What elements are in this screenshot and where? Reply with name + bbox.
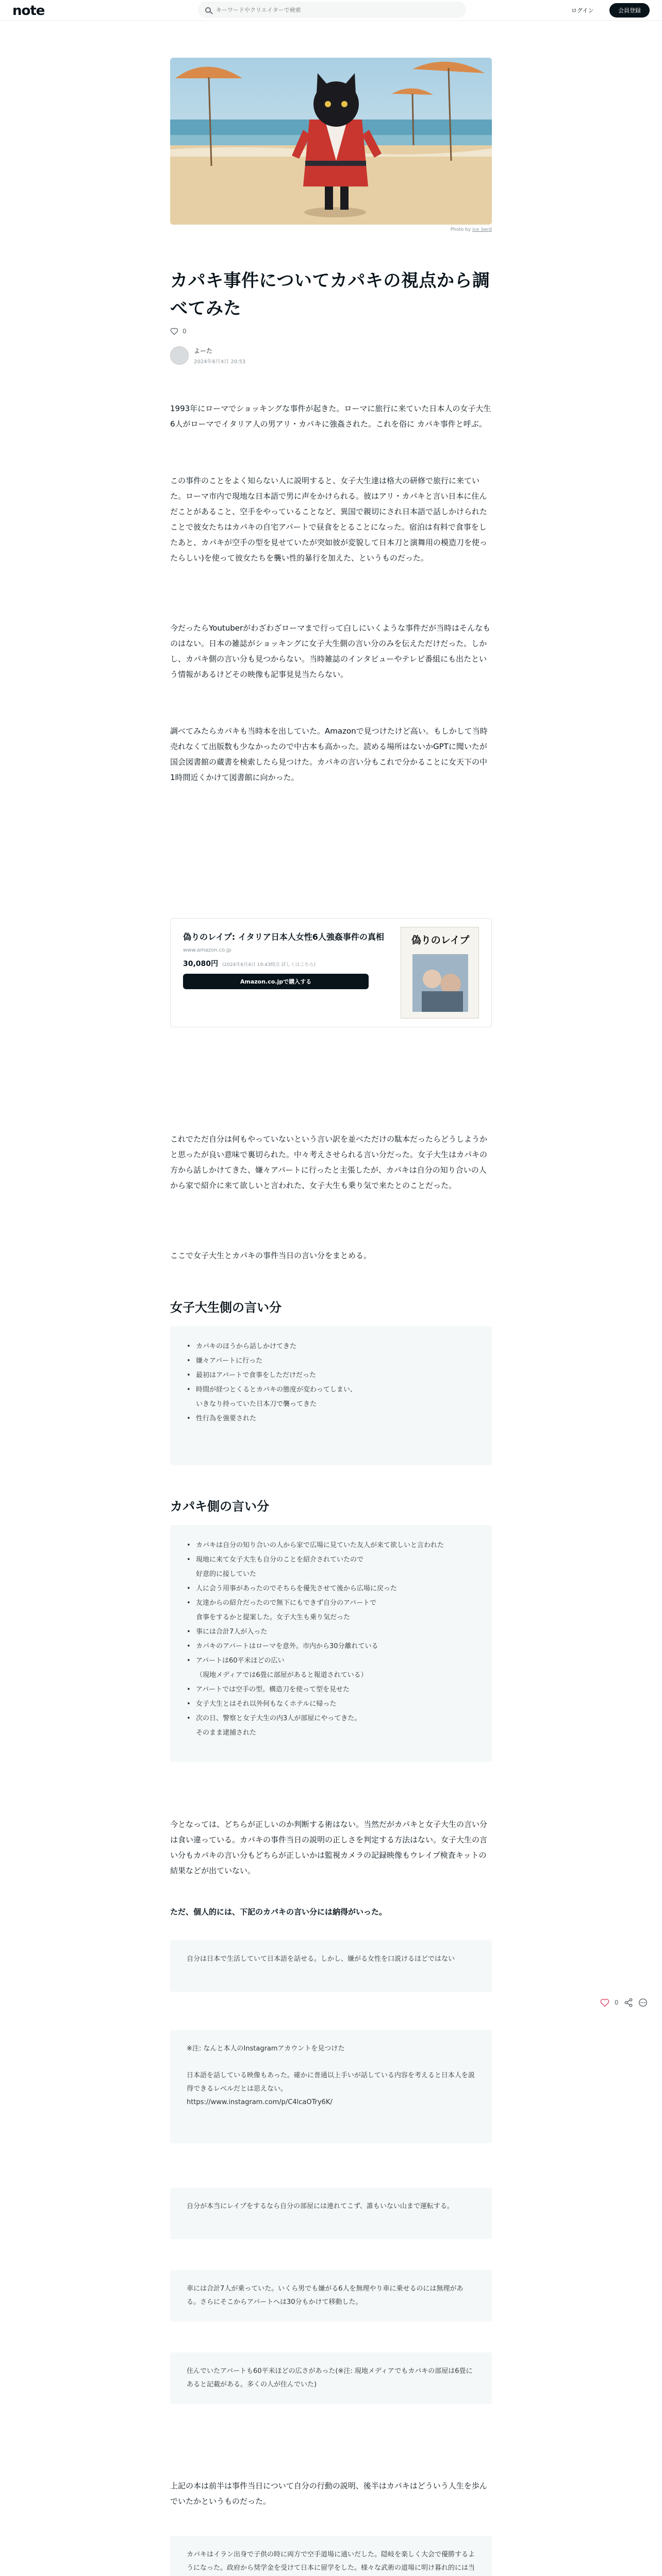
- list-item: • アパートは60平米ほどの広い: [187, 1654, 475, 1668]
- list-item: • カパキのほうから話しかけてきた: [187, 1340, 475, 1354]
- list-item: • 嫌々アパートに行った: [187, 1354, 475, 1368]
- amazon-product-card[interactable]: [170, 918, 492, 1027]
- quote-block: カパキはイラン出身で子供の時に両方で空手道場に通いだした。隠岐を楽しく大会で優勝するようになった。政府から奨学金を受けて日本に留学をした。様々な武術の道場に明け暮れ的には当: [170, 2536, 492, 2576]
- list-item: • 性行為を強要された: [187, 1412, 475, 1426]
- product-title[interactable]: 偽りのレイプ: イタリア日本人女性6人強姦事件の真相: [183, 932, 384, 942]
- quote-block: 自分が本当にレイプをするなら自分の部屋には連れてこず、誰もいない山まで運転する。: [170, 2188, 492, 2239]
- product-price: 30,080円 (2024年6月4日 19:43時点 詳しくはこちら): [183, 960, 316, 968]
- list-item: • 人に会う用事があったのでそちらを優先させて後から広場に戻った: [187, 1582, 475, 1596]
- body-paragraph: 調べてみたらカパキも当時本を出していた。Amazonで見つけたけど高い。もしかして当時売れなくて出版数も少なかったので中古本も高かった。読める場所はないかGPTに聞いたが国会図書館の蔵書を検索したら見つけた。カパキの言い分もこれで分かることに女天下の中1時間近くかけて図書館に向かった。: [170, 726, 488, 782]
- body-paragraph: 今だったらYoutuberがわざわざローマまで行って白しにいくような事件だが当時はそんなものはない。日本の雑誌がショッキングに女子大生側の言い分のみを伝えただけだった。しかし、カパキ側の言い分も見つからない。当時雑誌のインタビューやテレビ番組にも出たという情報があるけどその映像も記事見見当たらない。: [170, 623, 491, 679]
- like-count: 0: [183, 328, 187, 335]
- floating-like-count: 0: [615, 1999, 619, 2006]
- instagram-link[interactable]: https://www.instagram.com/p/C4lcaOTry6K/: [187, 2098, 333, 2106]
- quote-block: ※注: なんと本人のInstagramアカウントを見つけた 日本語を話している映像もあった。確かに普通以上手いが話している内容を考えると日本人を説得できるレベルだとは思えない。 https://www.instagram.com/p/C4lcaOTry6K/: [170, 2030, 492, 2143]
- body-paragraph: この事件のことをよく知らない人に説明すると、女子大生達は格大の研修で旅行に来ていた。ローマ市内で現地な日本語で男に声をかけられる。彼はアリ・カパキと言い日本に住んだことがあること、空手をやっていることなど、異国で親切にされ日本語で話しかけられたことで彼女たちはカパキの自宅アパートで昼食をとることになった。宿泊は有料で食事をしたあと、カパキが空手の型を見せていたが突如彼が変貌して日本刀と演舞用の模造刀を使ったらしい)を使って彼女たちを襲い性的暴行を加えた、というものだった。: [170, 476, 488, 563]
- share-icon[interactable]: [624, 1998, 633, 2007]
- like-area-top: [170, 328, 492, 335]
- product-url: www.amazon.co.jp: [183, 947, 231, 953]
- author-name[interactable]: よーた: [194, 347, 213, 354]
- book-cover[interactable]: [401, 927, 479, 1019]
- body-paragraph: 1993年にローマでショッキングな事件が起きた。ローマに旅行に来ていた日本人の女子大生6人がローマでイタリア人の男アリ・カパキに強姦された。これを俗に カパキ事件と呼ぶ。: [170, 404, 491, 429]
- top-navigation-bar: [0, 0, 662, 21]
- list-item: • 女子大生とはそれ以外何もなくホテルに帰った: [187, 1697, 475, 1711]
- section-heading: カパキ側の言い分: [170, 1499, 269, 1514]
- list-item: • カパキは自分の知り合いの人から家で広場に見ていた友人が来て欲しいと言われた: [187, 1538, 475, 1553]
- more-icon[interactable]: [638, 1998, 648, 2007]
- search-input[interactable]: [216, 7, 443, 13]
- floating-action-bar: [600, 1998, 648, 2007]
- list-item: • カパキのアパートはローマを意外。市内から30分離れている: [187, 1639, 475, 1654]
- note-logo[interactable]: note: [12, 3, 45, 19]
- book-cover-title: 偽りのレイプ: [411, 935, 470, 946]
- list-item-continuation: 食事をするかと提案した。女子大生も乗り気だった: [196, 1614, 351, 1621]
- kapaki-claims-list: [170, 1525, 492, 1762]
- body-paragraph: 上記の本は前半は事件当日について自分の行動の説明、後半はカパキはどういう人生を歩んでいたかというものだった。: [170, 2481, 487, 2506]
- image-credit: Photo by ice_berd: [450, 227, 492, 232]
- image-credit-link[interactable]: ice_berd: [472, 227, 492, 232]
- author-block: [170, 346, 492, 365]
- quote-block: 車には合計7人が乗っていた。いくら男でも嫌がる6人を無理やり車に乗せるのには無理がある。さらにそこからアパートへは30分もかけて移動した。: [170, 2270, 492, 2321]
- list-item: • 次の日、警察と女子大生の内3人が部屋にやってきた。: [187, 1711, 475, 1726]
- beach-cat-illustration: [170, 58, 492, 225]
- body-paragraph: ここで女子大生とカパキの事件当日の言い分をまとめる。: [170, 1251, 372, 1260]
- list-item-continuation: いきなり持っていた日本刀で襲ってきた: [196, 1400, 317, 1408]
- search-box[interactable]: [198, 2, 466, 18]
- list-item-continuation: そのまま逮捕された: [196, 1729, 257, 1737]
- search-icon: [205, 7, 211, 13]
- body-paragraph: 今となっては、どちらが正しいのか判断する術はない。当然だがカパキと女子大生の言い分は食い違っている。カパキの事件当日の説明の正しさを判定する方法はない。女子大生の言い分もカパキの言い分もどちらが正しいかは監視カメラの記録映像もウレイプ検査キットの結果などが出ていない。: [170, 1820, 488, 1875]
- list-item: • 事には合計7人が入った: [187, 1625, 475, 1639]
- heart-icon[interactable]: [170, 328, 178, 335]
- emphasis-paragraph: ただ、個人的には、下記のカパキの言い分には納得がいった。: [170, 1907, 387, 1917]
- author-avatar[interactable]: [170, 346, 189, 365]
- heart-icon[interactable]: [600, 1998, 609, 2007]
- list-item: • 最初はアパートで食事をしただけだった: [187, 1368, 475, 1383]
- publish-date: 2024年6月4日 20:53: [194, 359, 246, 365]
- student-claims-list: [170, 1326, 492, 1465]
- quote-block: 住んでいたアパートも60平米ほどの広さがあった(※注: 現地メディアでもカパキの部屋は6畳にあると記載がある。多くの人が住んでいた): [170, 2352, 492, 2404]
- list-item: • 友達からの紹介だったので無下にもできず自分のアパートで: [187, 1596, 475, 1611]
- article-title: カパキ事件についてカパキの視点から調べてみた: [170, 270, 490, 319]
- price-note: (2024年6月4日 19:43時点 詳しくはこちら): [222, 962, 316, 968]
- list-item: • アパートでは空手の型。構造刀を使って型を見せた: [187, 1683, 475, 1697]
- register-button[interactable]: 会員登録: [609, 3, 650, 18]
- list-item: • 現地に来て女子大生も自分のことを紹介されていたので: [187, 1553, 475, 1567]
- login-button[interactable]: ログイン: [571, 7, 594, 14]
- body-paragraph: これでただ自分は何もやっていないという言い訳を並べただけの駄本だったらどうしようかと思ったが良い意味で裏切られた。中々考えさせられる言い分だった。女子大生はカパキの方から話しかけてきた、嫌々アパートに行ったと主張したが、カパキは自分の知り合いの人から家で紹介に来て欲しいと言われた、女子大生も乗り気で来たとのことだった。: [170, 1134, 488, 1190]
- amazon-buy-button[interactable]: Amazon.co.jpで購入する: [183, 974, 369, 989]
- list-item-continuation: （現地メディアでは6畳に部屋があると報道されている）: [196, 1671, 368, 1679]
- list-item-continuation: 好意的に接していた: [196, 1570, 257, 1578]
- list-item: • 時間が経つとくるとカパキの態度が変わってしまい、: [187, 1383, 475, 1397]
- quote-block: 自分は日本で生活していて日本語を話せる。しかし、嫌がる女性を口説けるほどではない: [170, 1940, 492, 1992]
- header-image: [170, 58, 492, 225]
- section-heading: 女子大生側の言い分: [170, 1300, 282, 1315]
